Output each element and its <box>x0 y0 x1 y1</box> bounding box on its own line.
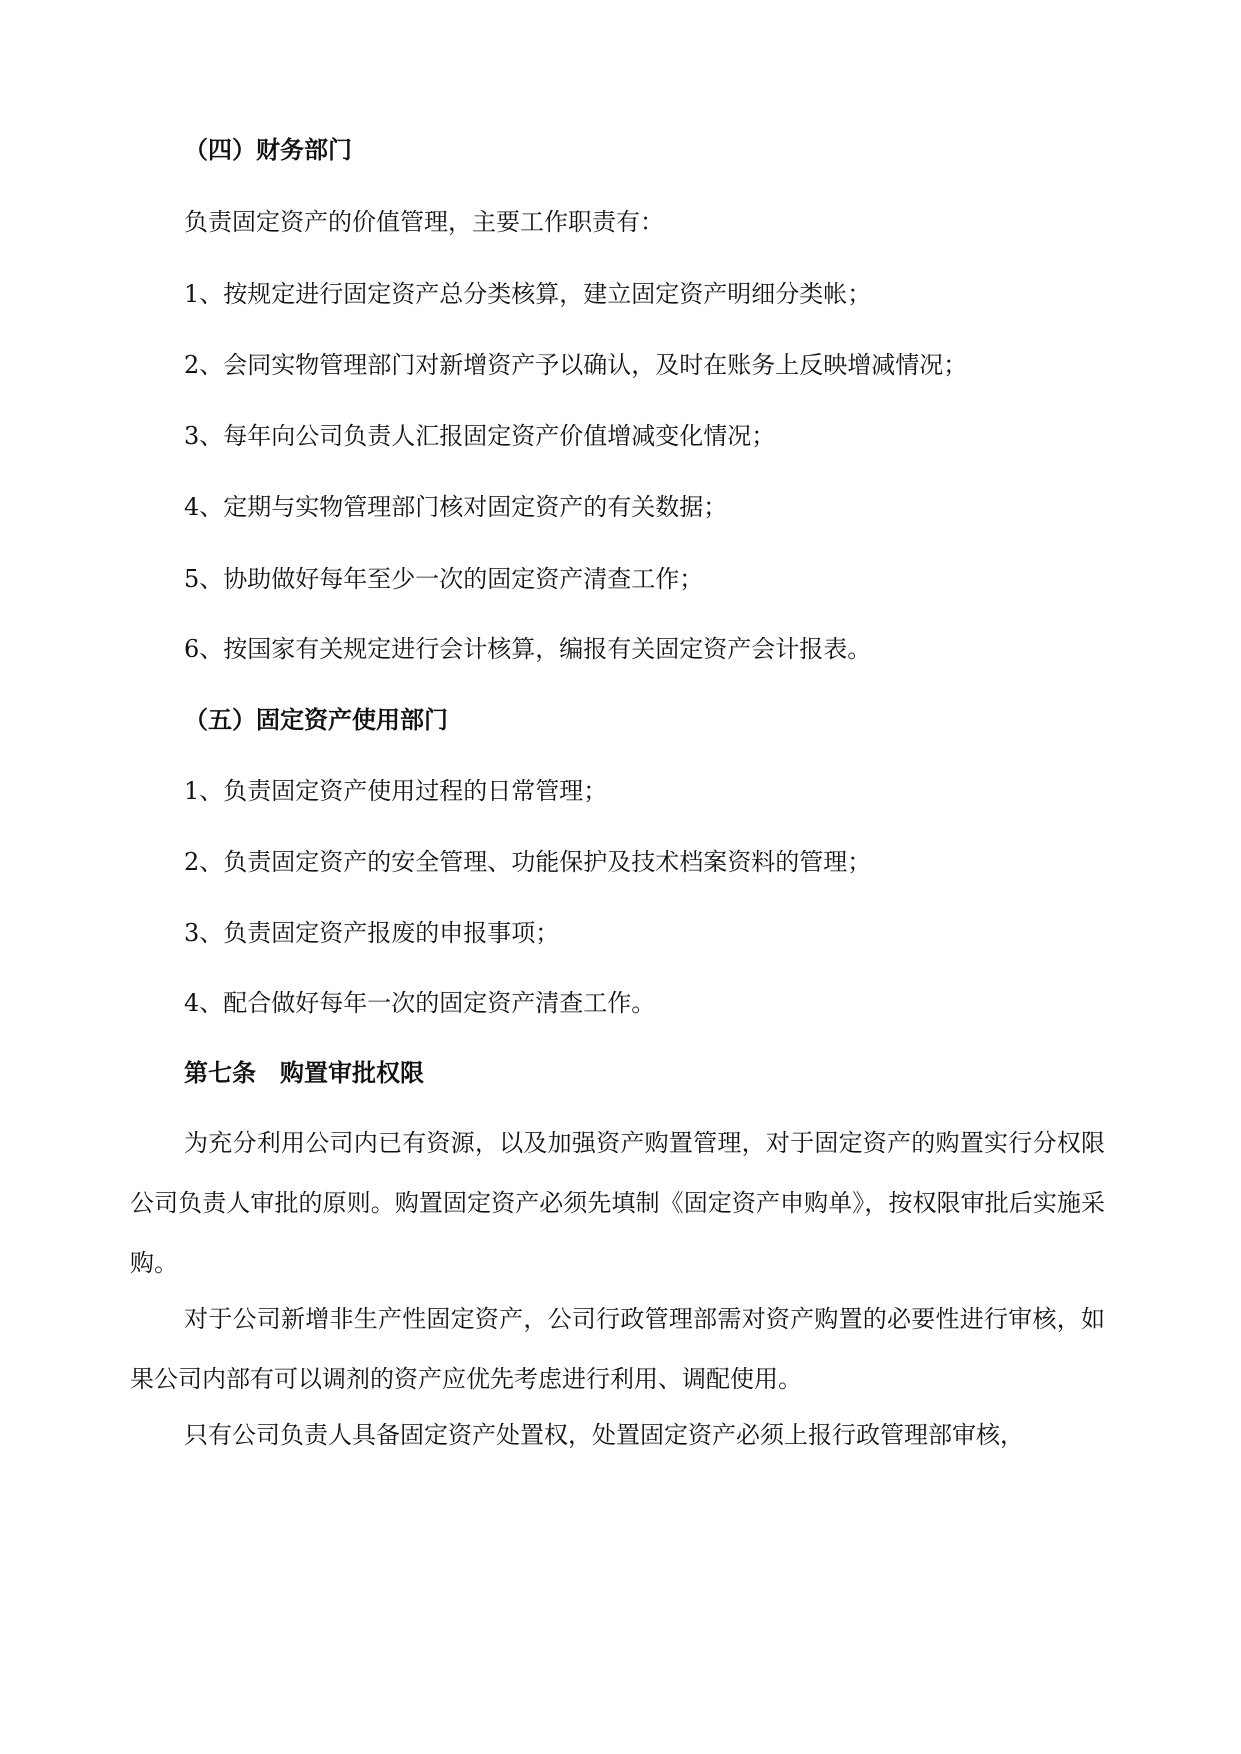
section-4-item-3: 3、每年向公司负责人汇报固定资产价值增减变化情况； <box>184 422 776 450</box>
section-4-item-5: 5、协助做好每年至少一次的固定资产清查工作； <box>184 565 704 593</box>
article-7-paragraph-2: 对于公司新增非生产性固定资产，公司行政管理部需对资产购置的必要性进行审核，如果公司内部有可以调剂的资产应优先考虑进行利用、调配使用。 <box>130 1305 1105 1393</box>
section-5-item-4: 4、配合做好每年一次的固定资产清查工作。 <box>184 989 656 1017</box>
section-5-item-3: 3、负责固定资产报废的申报事项； <box>184 919 560 947</box>
section-4-item-6: 6、按国家有关规定进行会计核算，编报有关固定资产会计报表。 <box>184 635 872 663</box>
section-4-item-2: 2、会同实物管理部门对新增资产予以确认，及时在账务上反映增减情况； <box>184 351 968 379</box>
article-7-heading <box>184 1058 424 1088</box>
article-7-paragraph-1: 为充分利用公司内已有资源，以及加强资产购置管理，对于固定资产的购置实行分权限公司负责人审批的原则。购置固定资产必须先填制《固定资产申购单》，按权限审批后实施采购。 <box>130 1129 1105 1277</box>
article-7-title: 购置审批权限 <box>280 1059 424 1087</box>
section-5-item-2: 2、负责固定资产的安全管理、功能保护及技术档案资料的管理； <box>184 848 872 876</box>
section-4-heading: （四）财务部门 <box>184 136 352 164</box>
article-7-paragraph-3: 只有公司负责人具备固定资产处置权，处置固定资产必须上报行政管理部审核， <box>184 1421 1024 1449</box>
section-4-item-4: 4、定期与实物管理部门核对固定资产的有关数据； <box>184 493 728 521</box>
article-7-number: 第七条 <box>184 1059 256 1087</box>
section-4-item-1: 1、按规定进行固定资产总分类核算，建立固定资产明细分类帐； <box>184 280 872 308</box>
section-5-item-1: 1、负责固定资产使用过程的日常管理； <box>184 777 608 805</box>
section-5-heading: （五）固定资产使用部门 <box>184 706 448 734</box>
section-4-intro: 负责固定资产的价值管理，主要工作职责有： <box>184 208 664 236</box>
